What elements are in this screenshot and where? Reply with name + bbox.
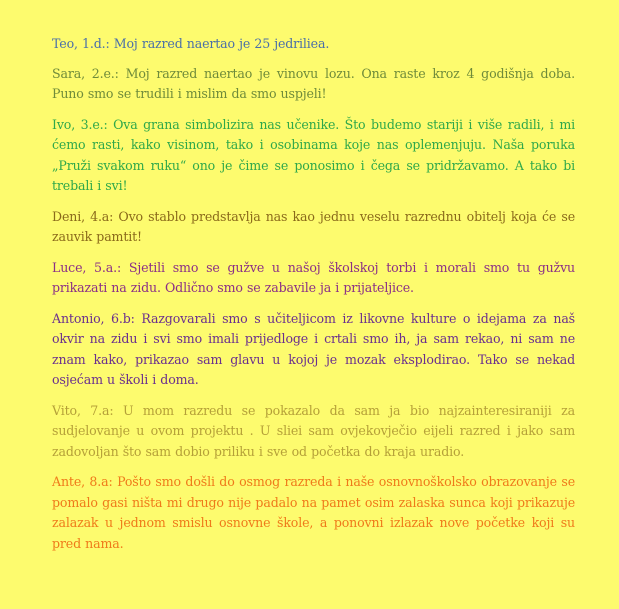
paragraph-vito: Vito, 7.a: U mom razredu se pokazalo da sam ja bio najzainteresiraniji za sudjelovanje u ovom projektu . U sliei sam ovjekovječio eijeli razred i jako sam zadovoljan što sam dobio priliku i sve od početka do kraja uradio. — [52, 402, 575, 459]
paragraph-sara: Sara, 2.e.: Moj razred naertao je vinovu lozu. Ona raste kroz 4 godišnja doba. Puno smo se trudili i mislim da smo uspjeli! — [52, 65, 575, 101]
paragraph-teo: Teo, 1.d.: Moj razred naertao je 25 jedriliea. — [52, 36, 330, 51]
paragraph-ivo: Ivo, 3.e.: Ova grana simbolizira nas učenike. Što budemo stariji i više radili, i mi ćemo rasti, kako visinom, tako i osobinama koje nas oplemenjuju. Naša poruka „Pruži svakom ruku“ ono je čime se ponosimo i čega se pridržavamo. A tako bi trebali i svi! — [52, 116, 575, 193]
paragraph-antonio: Antonio, 6.b: Razgovarali smo s učiteljicom iz likovne kulture o idejama za naš okvir na zidu i svi smo imali prijedloge i crtali smo ih, ja sam rekao, ni sam ne znam kako, prikazao sam glavu u kojoj je mozak eksplodirao. Tako se nekad osjećam u školi i doma. — [52, 310, 575, 387]
paragraph-ante: Ante, 8.a: Pošto smo došli do osmog razreda i naše osnovnoškolsko obrazovanje se pomalo gasi ništa mi drugo nije padalo na pamet osim zalaska sunca koji prikazuje zalazak u jednom smislu osnovne škole, a ponovni izlazak nove početke koji su pred nama. — [52, 474, 575, 551]
paragraph-deni: Deni, 4.a: Ovo stablo predstavlja nas kao jednu veselu razrednu obitelj koja će se zauvik pamtit! — [52, 208, 575, 244]
paragraph-luce: Luce, 5.a.: Sjetili smo se gužve u našoj školskoj torbi i morali smo tu gužvu prikazati na zidu. Odlično smo se zabavile ja i prijateljice. — [52, 259, 575, 295]
